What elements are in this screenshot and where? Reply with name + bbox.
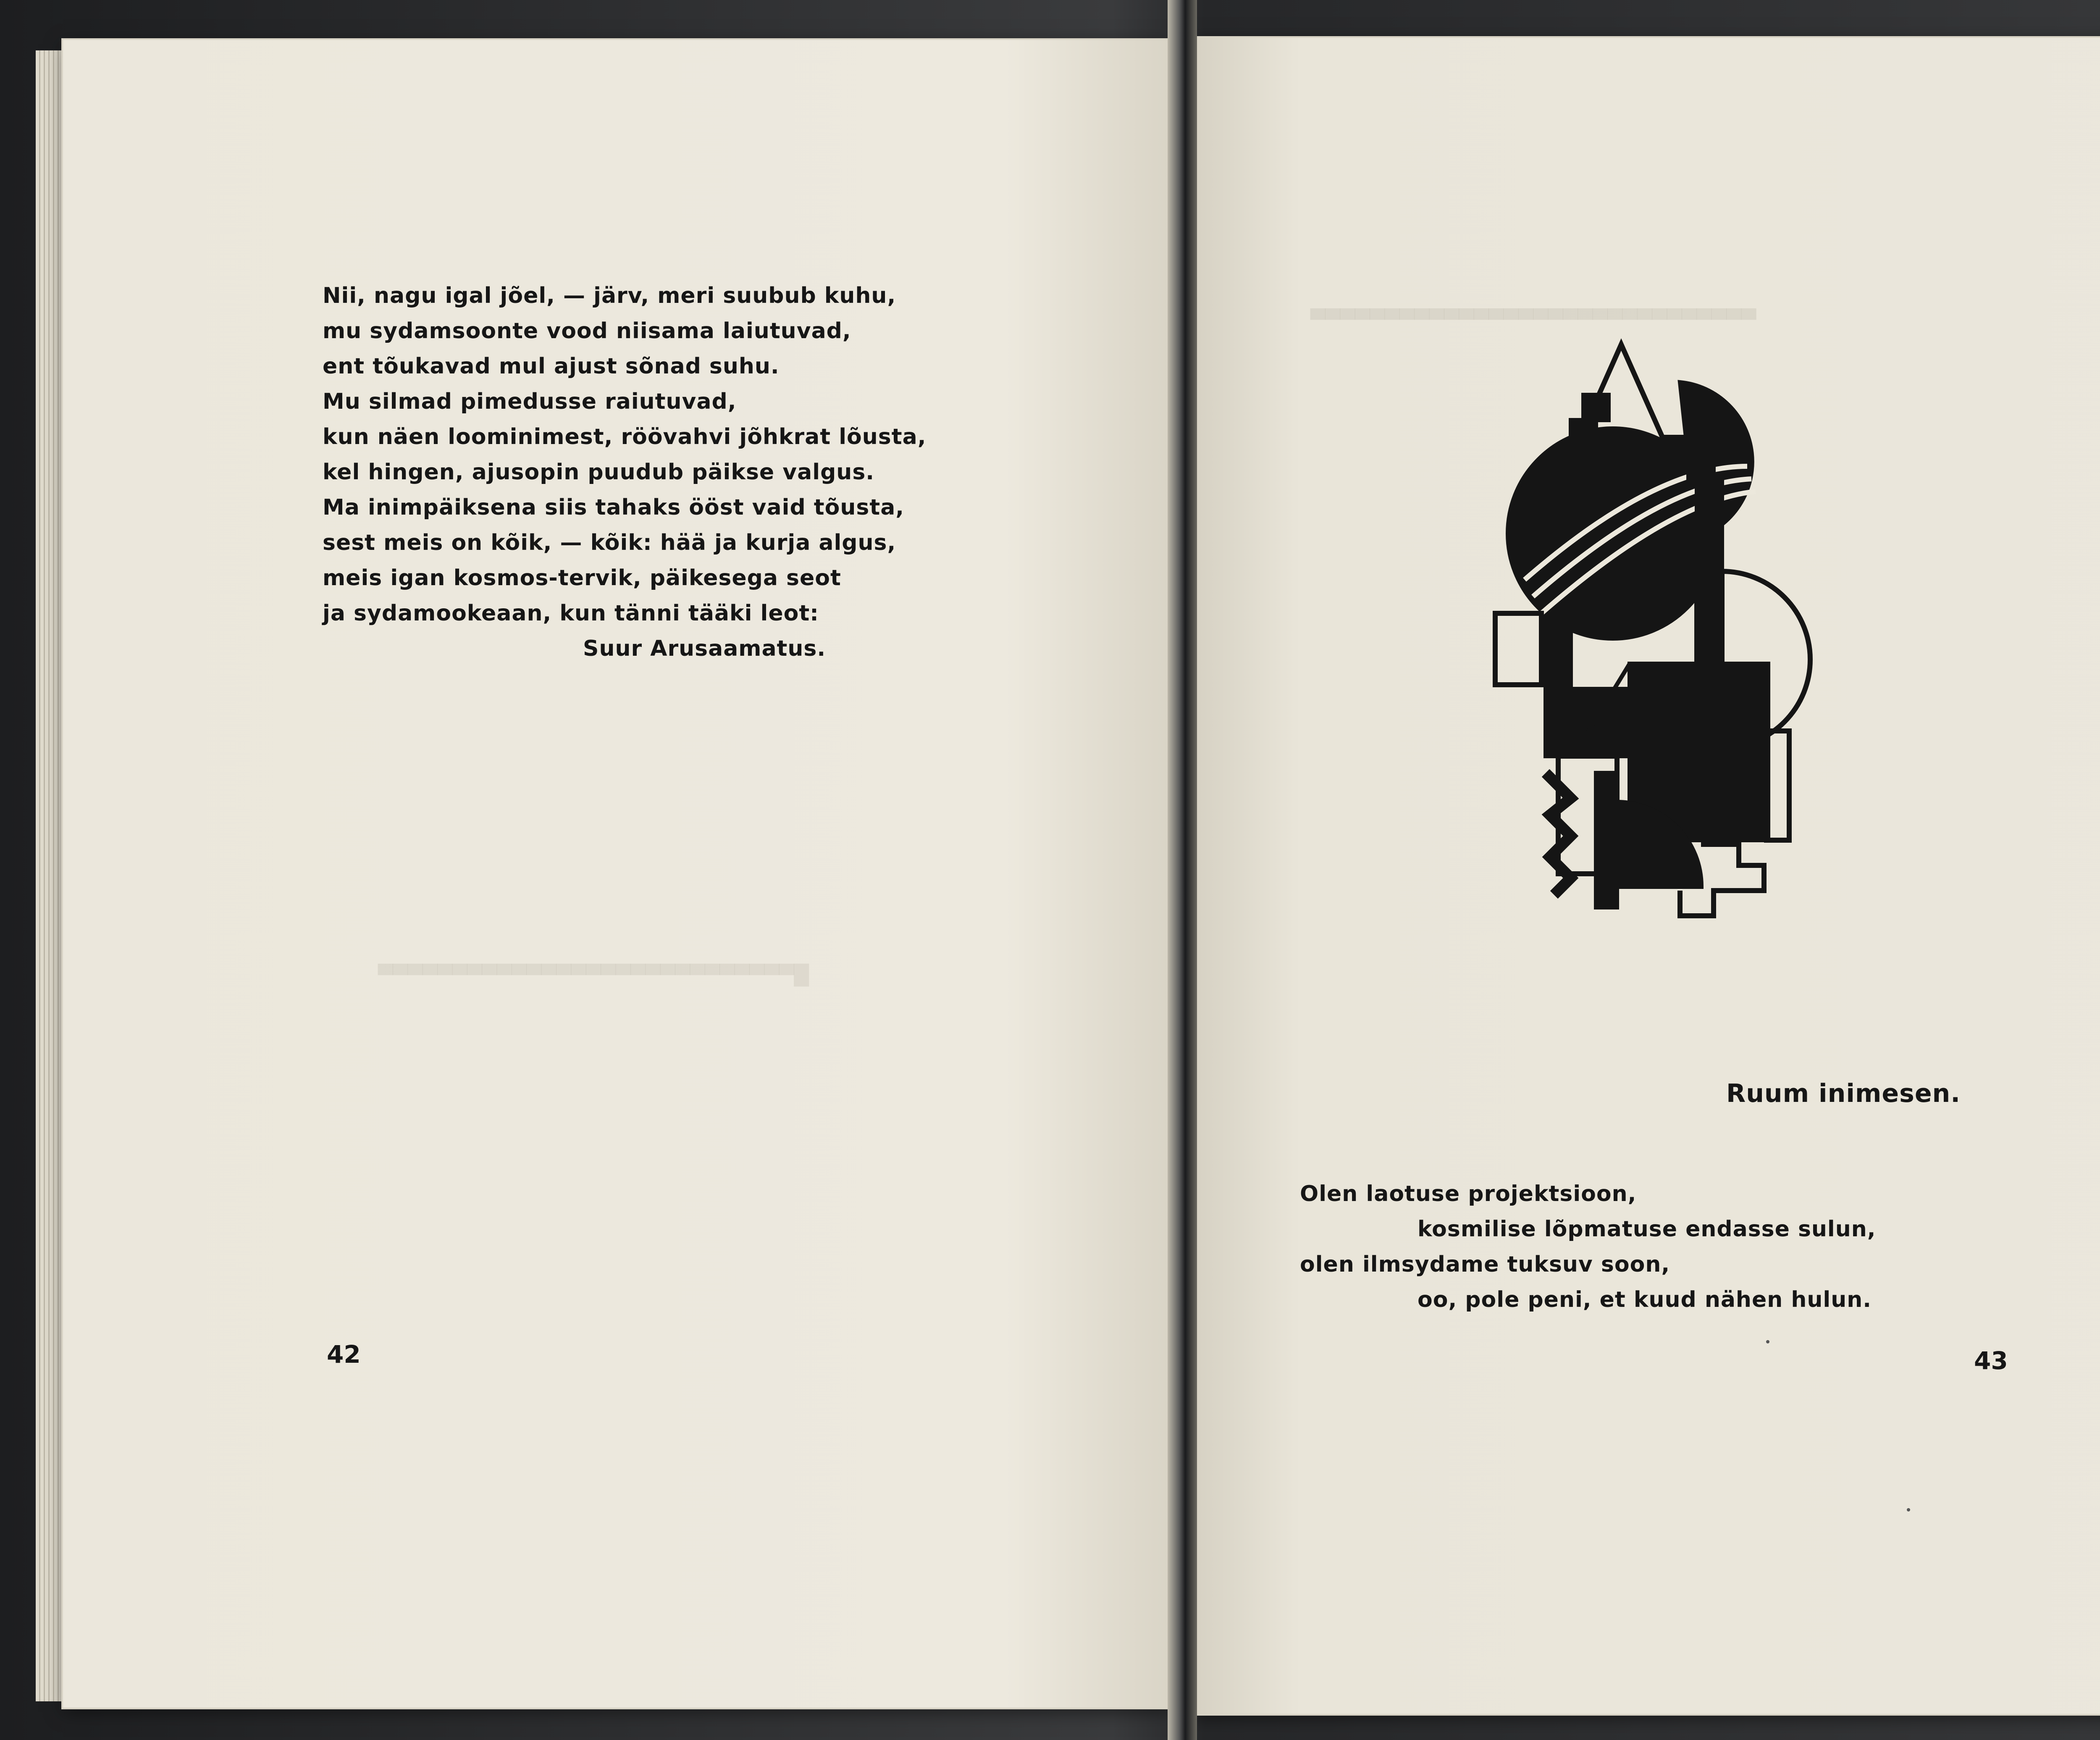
- poem-line: mu sydamsoonte vood niisama laiutuvad,: [323, 318, 851, 344]
- poem-line: sest meis on kõik, — kõik: hää ja kurja algus,: [323, 530, 896, 555]
- show-through-text-left: █▀▀▀▀▀▀▀▀▀▀▀▀▀▀▀▀▀▀▀▀▀▀▀▀▀▀▀▀: [378, 964, 809, 986]
- poem-line: olen ilmsydame tuksuv soon,: [1300, 1252, 1670, 1277]
- book-gutter: [1168, 0, 1197, 1740]
- right-poem: [1300, 1176, 1876, 1317]
- paper-speck: [1766, 1340, 1769, 1343]
- geometric-cubist-figure-illustration: [1445, 319, 1865, 928]
- poem-line: Olen laotuse projektsioon,: [1300, 1181, 1637, 1206]
- poem-line: ja sydamookeaan, kun tänni tääki leot:: [323, 601, 819, 626]
- poem-line: meis igan kosmos-tervik, päikesega seot: [323, 565, 841, 591]
- poem-attribution: Suur Arusaamatus.: [583, 636, 826, 661]
- left-poem: [323, 278, 926, 666]
- poem-line: ent tõukavad mul ajust sõnad suhu.: [323, 354, 780, 379]
- poem-line: kun näen loominimest, röövahvi jõhkrat lõusta,: [323, 424, 927, 449]
- poem-title: Ruum inimesen.: [1726, 1079, 1961, 1108]
- poem-line: oo, pole peni, et kuud nähen hulun.: [1418, 1287, 1872, 1312]
- paper-speck: [1907, 1508, 1910, 1511]
- page-number-right: 43: [1974, 1346, 2008, 1375]
- poem-line: Ma inimpäiksena siis tahaks ööst vaid tõusta,: [323, 495, 905, 520]
- poem-line: kosmilise lõpmatuse endasse sulun,: [1418, 1217, 1876, 1242]
- poem-line: kel hingen, ajusopin puudub päikse valgus.: [323, 460, 875, 485]
- poem-line: Nii, nagu igal jõel, — järv, meri suubub kuhu,: [323, 283, 896, 308]
- poem-line: Mu silmad pimedusse raiutuvad,: [323, 389, 737, 414]
- show-through-text-right: ▀▀▀▀▀▀▀▀▀▀▀▀▀▀▀▀▀▀▀▀▀▀▀▀▀▀▀▀▀▀: [1310, 308, 1756, 331]
- page-number-left: 42: [327, 1340, 361, 1369]
